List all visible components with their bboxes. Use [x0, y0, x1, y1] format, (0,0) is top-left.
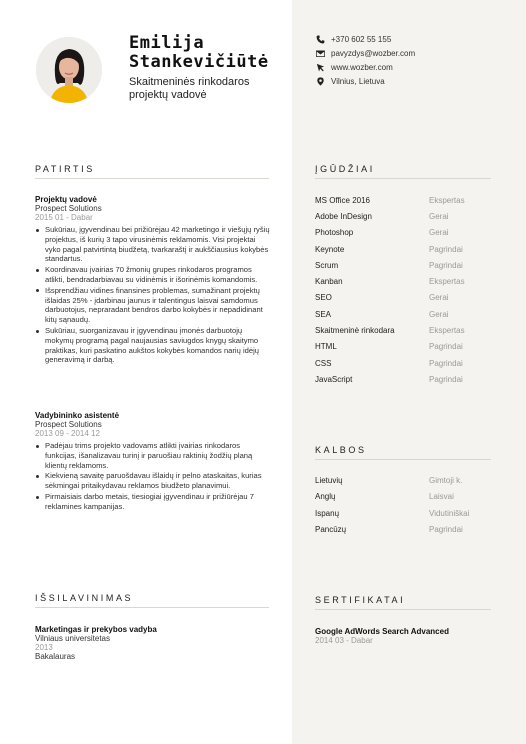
skill-level: Pagrindai: [429, 342, 463, 351]
skill-row: [315, 245, 495, 257]
education-level: Bakalauras: [35, 652, 76, 661]
skill-row: [315, 277, 495, 289]
section-title-languages: KALBOS: [315, 445, 367, 455]
skill-name: JavaScript: [315, 375, 353, 384]
skill-level: Ekspertas: [429, 196, 465, 205]
skill-row: [315, 293, 495, 305]
language-name: Pancūzų: [315, 525, 347, 534]
language-name: Lietuvių: [315, 476, 343, 485]
section-divider: [315, 609, 491, 610]
contact-email: [315, 48, 415, 58]
skill-level: Ekspertas: [429, 326, 465, 335]
job-bullet: Koordinavau įvairias 70 žmonių grupes rinkodaros programos atlikti, bendradarbiavau su vidinėmis ir išorinėmis komandomis.: [35, 265, 271, 285]
education-school: Vilniaus universitetas: [35, 634, 111, 643]
skill-name: CSS: [315, 359, 332, 368]
language-name: Ispanų: [315, 509, 340, 518]
language-name: Anglų: [315, 492, 336, 501]
phone-text: +370 602 55 155: [331, 34, 392, 44]
job-company: Prospect Solutions: [35, 204, 102, 213]
candidate-name: [129, 34, 269, 72]
name-first: Emilija: [129, 33, 205, 53]
skill-level: Gerai: [429, 228, 449, 237]
skill-level: Ekspertas: [429, 277, 465, 286]
job-bullet: Išsprendžiau vidines finansines problemas, sumažinant projektų išlaidas 25% - įdarbinau jaunus ir talentingus laisvai samdomus darbuotojus, nepraradant bendros darbo kokybės ir nepadidinant kitų sąnaudų.: [35, 286, 271, 325]
skill-level: Pagrindai: [429, 261, 463, 270]
language-row: [315, 476, 495, 488]
job-bullet: Padėjau trims projekto vadovams atlikti įvairias rinkodaros funkcijas, išanalizavau turinį ir paruošiau raktinių žodžių planą klientų reklamoms.: [35, 441, 271, 470]
skill-name: Skaitmeninė rinkodara: [315, 326, 395, 335]
certificate-entry: [315, 627, 495, 645]
section-title-education: IŠSILAVINIMAS: [35, 593, 134, 603]
skill-level: Gerai: [429, 212, 449, 221]
skill-name: Keynote: [315, 245, 345, 254]
profile-photo: [36, 37, 102, 103]
skill-name: Photoshop: [315, 228, 354, 237]
contact-phone: [315, 34, 391, 44]
section-title-experience: PATIRTIS: [35, 164, 95, 174]
skill-name: Scrum: [315, 261, 339, 270]
certificate-date: 2014 03 - Dabar: [315, 636, 373, 645]
job-bullets: [35, 225, 271, 365]
job-company: Prospect Solutions: [35, 420, 102, 429]
job-bullets: [35, 441, 271, 512]
skill-row: [315, 212, 495, 224]
job-title: Projektų vadovė: [35, 195, 97, 204]
skill-level: Gerai: [429, 293, 449, 302]
skill-row: [315, 196, 495, 208]
skill-name: MS Office 2016: [315, 196, 370, 205]
skill-row: [315, 228, 495, 240]
job-date: 2015 01 - Dabar: [35, 213, 93, 222]
candidate-title: [129, 76, 279, 102]
section-divider: [315, 459, 491, 460]
skill-name: Kanban: [315, 277, 343, 286]
skill-row: [315, 359, 495, 371]
language-level: Pagrindai: [429, 525, 463, 534]
section-title-skills: ĮGŪDŽIAI: [315, 164, 375, 174]
location-text: Vilnius, Lietuva: [331, 76, 385, 86]
job-entry: [35, 195, 271, 366]
language-level: Vidutiniškai: [429, 509, 470, 518]
skill-name: SEA: [315, 310, 332, 319]
location-pin-icon: [315, 76, 325, 86]
title-line-2: projektų vadovė: [129, 89, 207, 101]
section-divider: [35, 178, 269, 179]
skill-name: Adobe InDesign: [315, 212, 372, 221]
avatar: [36, 37, 102, 103]
language-row: [315, 525, 495, 537]
skill-level: Gerai: [429, 310, 449, 319]
education-entry: [35, 625, 269, 661]
education-degree: Marketingas ir prekybos vadyba: [35, 625, 157, 634]
name-last: Stankevičiūtė: [129, 52, 269, 72]
language-level: Gimtoji k.: [429, 476, 463, 485]
contact-location: [315, 76, 385, 86]
language-level: Laisvai: [429, 492, 454, 501]
contact-website: [315, 62, 393, 72]
education-year: 2013: [35, 643, 53, 652]
skill-row: [315, 375, 495, 387]
email-icon: [315, 48, 325, 58]
certificate-name: Google AdWords Search Advanced: [315, 627, 449, 636]
email-text: pavyzdys@wozber.com: [331, 48, 416, 58]
skill-level: Pagrindai: [429, 375, 463, 384]
skill-row: [315, 261, 495, 273]
skill-row: [315, 326, 495, 338]
language-row: [315, 492, 495, 504]
language-row: [315, 509, 495, 521]
section-divider: [35, 607, 269, 608]
skill-row: [315, 342, 495, 354]
cursor-icon: [315, 62, 325, 72]
job-bullet: Sukūriau, suorganizavau ir įgyvendinau įmonės darbuotojų mokymų programą pagal naujausias saviugdos knygų skaitymo praktikas, kuri paskatino aukštos kokybės komandos narių idėjų generavimą ir darbą.: [35, 326, 271, 365]
job-bullet: Kiekvieną savaitę paruošdavau išlaidų ir pelno ataskaitas, kurias sėkmingai pritaikydavau reklamos biudžeto planavimui.: [35, 471, 271, 491]
skill-name: HTML: [315, 342, 337, 351]
skill-name: SEO: [315, 293, 332, 302]
section-divider: [315, 178, 491, 179]
website-text: www.wozber.com: [331, 62, 393, 72]
section-title-certificates: SERTIFIKATAI: [315, 595, 406, 605]
job-date: 2013 09 - 2014 12: [35, 429, 100, 438]
skill-level: Pagrindai: [429, 359, 463, 368]
job-entry: [35, 411, 271, 513]
title-line-1: Skaitmeninės rinkodaros: [129, 76, 250, 88]
phone-icon: [315, 34, 325, 44]
job-bullet: Pirmaisiais darbo metais, tiesiogiai įgyvendinau ir prižiūrėjau 7 reklamines kampanijas.: [35, 492, 271, 512]
job-title: Vadybininko asistentė: [35, 411, 120, 420]
job-bullet: Sukūriau, įgyvendinau bei prižiūrėjau 42 marketingo ir viešųjų ryšių projektus, iš kurių 3 tapo virusinėmis reklamomis. Visi projektai vyko pagal patvirtintą biudžetą, tvarkaraštį ir aukščiausius kokybės standartus.: [35, 225, 271, 264]
skill-level: Pagrindai: [429, 245, 463, 254]
skill-row: [315, 310, 495, 322]
